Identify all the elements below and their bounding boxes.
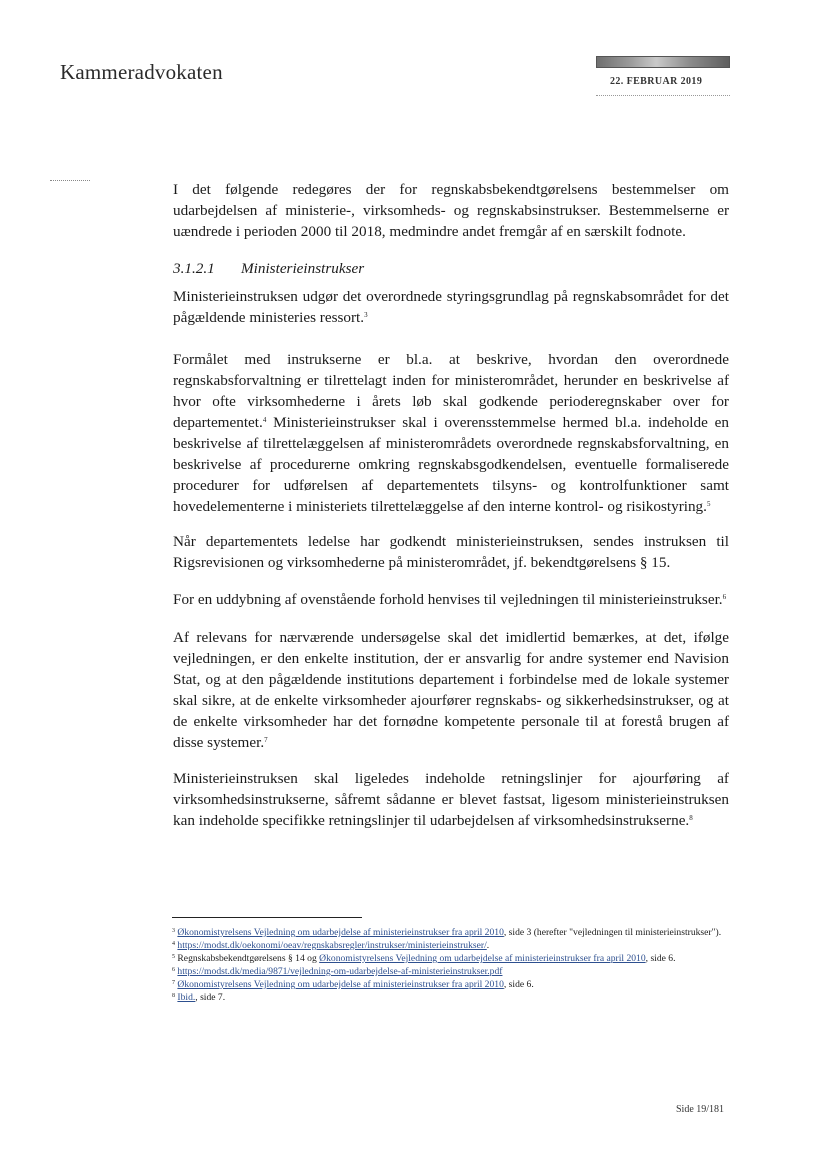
footnote-ref[interactable]: 6 [722, 593, 727, 601]
footnote-text: , side 6. [503, 979, 534, 990]
footnote-number: 4 [172, 941, 175, 947]
paragraph-4 [173, 589, 729, 610]
footnote-5 [172, 952, 732, 965]
paragraph-2 [173, 349, 729, 517]
footnote-link[interactable]: Økonomistyrelsens Vejledning om udarbejdelse af ministerieinstrukser fra april 2010 [177, 927, 504, 938]
footnote-4 [172, 939, 732, 952]
footnote-text: , side 6. [645, 953, 676, 964]
footnote-7 [172, 978, 732, 991]
paragraph-text: Ministerieinstrukser skal i overensstemmelse hermed bl.a. indeholde en beskrivelse af tilrettelæggelsen af ministerområdets overordnede regnskabsforvaltning, en beskrivelse af procedurerne omkring regnskabsgodkendelsen, eventuelle formaliserede procedurer for udførelsen af departementets tilsyns- og kontrolfunktioner samt hovedelementerne i ministeriets tilrettelæggelse af den interne kontrol- og risikostyring. [173, 414, 729, 515]
paragraph-text: Af relevans for nærværende undersøgelse skal det imidlertid bemærkes, at det, ifølge vejledningen, er den enkelte institution, der er ansvarlig for andre systemer end Navision Stat, og at den pågældende institutions departement i forbindelse med de lokale systemer skal sikre, at de enkelte virksomheder ajourfører regnskabs- og sikkerhedsinstrukser, og at de enkelte virksomheder har det fornødne kompetente personale til at forestå brugen af disse systemer. [173, 629, 729, 751]
footnote-link[interactable]: Ibid. [177, 992, 196, 1003]
paragraph-5 [173, 627, 729, 753]
footnote-divider [172, 917, 362, 918]
footnote-link[interactable]: https://modst.dk/media/9871/vejledning-om-udarbejdelse-af-ministerieinstrukser.pdf [177, 966, 503, 977]
footnote-6 [172, 965, 732, 978]
footnote-ref[interactable]: 3 [364, 311, 368, 319]
footnote-number: 6 [172, 967, 175, 973]
document-date: 22. FEBRUAR 2019 [610, 76, 703, 87]
paragraph-3 [173, 531, 729, 573]
date-bar [596, 56, 730, 68]
brand-logo: Kammeradvokaten [60, 60, 223, 84]
intro-paragraph [173, 179, 729, 242]
footnote-link[interactable]: Økonomistyrelsens Vejledning om udarbejdelse af ministerieinstrukser fra april 2010 [319, 953, 646, 964]
footnote-text: . [486, 940, 490, 951]
footnote-ref[interactable]: 7 [264, 736, 268, 744]
page-number: Side 19/181 [676, 1104, 725, 1115]
footnote-text: , side 3 (herefter "vejledningen til ministerieinstrukser"). [503, 927, 722, 938]
footnote-ref[interactable]: 8 [689, 814, 693, 822]
footnote-text: Regnskabsbekendtgørelsens § 14 og [177, 953, 320, 964]
section-number: 3.1.2.1 [173, 260, 215, 277]
paragraph-1 [173, 286, 729, 328]
section-heading [173, 260, 364, 278]
paragraph-text: Når departementets ledelse har godkendt ministerieinstruksen, sendes instruksen til Rigsrevisionen og virksomhederne på ministerområdet, jf. bekendtgørelsens § 15. [173, 533, 729, 571]
paragraph-text: Ministerieinstruksen udgør det overordnede styringsgrundlag på regnskabsområdet for det pågældende ministeries ressort. [173, 288, 729, 326]
footnote-number: 7 [172, 980, 175, 986]
footnote-link[interactable]: Økonomistyrelsens Vejledning om udarbejdelse af ministerieinstrukser fra april 2010 [177, 979, 504, 990]
footnote-number: 8 [172, 993, 175, 999]
footnote-number: 3 [172, 928, 175, 934]
paragraph-6 [173, 768, 729, 831]
footnote-link[interactable]: https://modst.dk/oekonomi/oeav/regnskabsregler/instrukser/ministerieinstrukser/ [177, 940, 487, 951]
footnote-8 [172, 991, 732, 1004]
date-block [596, 56, 730, 96]
paragraph-text: Ministerieinstruksen skal ligeledes indeholde retningslinjer for ajourføring af virksomhedsinstrukserne, såfremt sådanne er blevet fastsat, ligesom ministerieinstruksen kan indeholde specifikke retningslinjer til udarbejdelsen af virksomhedsinstrukserne. [173, 770, 729, 829]
date-divider [596, 95, 730, 96]
section-title: Ministerieinstrukser [241, 260, 365, 277]
margin-marker [50, 180, 90, 181]
footnote-ref[interactable]: 4 [262, 416, 267, 424]
footnote-number: 5 [172, 954, 175, 960]
footnote-text: , side 7. [195, 992, 226, 1003]
footnote-ref[interactable]: 5 [706, 500, 711, 508]
intro-text: I det følgende redegøres der for regnskabsbekendtgørelsens bestemmelser om udarbejdelsen af ministerie-, virksomheds- og regnskabsinstrukser. Bestemmelserne er uændrede i perioden 2000 til 2018, medmindre andet fremgår af en særskilt fodnote. [173, 181, 729, 240]
paragraph-text: Formålet med instrukserne er bl.a. at beskrive, hvordan den overordnede regnskabsforvaltning er tilrettelagt inden for ministerområdet, herunder en beskrivelse af hvor ofte virksomhederne i årets løb skal godkende perioderegnskaber over for departementet. [173, 351, 729, 431]
paragraph-text: For en uddybning af ovenstående forhold henvises til vejledningen til ministerieinstrukser. [173, 591, 723, 608]
footnotes [172, 926, 732, 1004]
footnote-3 [172, 926, 732, 939]
